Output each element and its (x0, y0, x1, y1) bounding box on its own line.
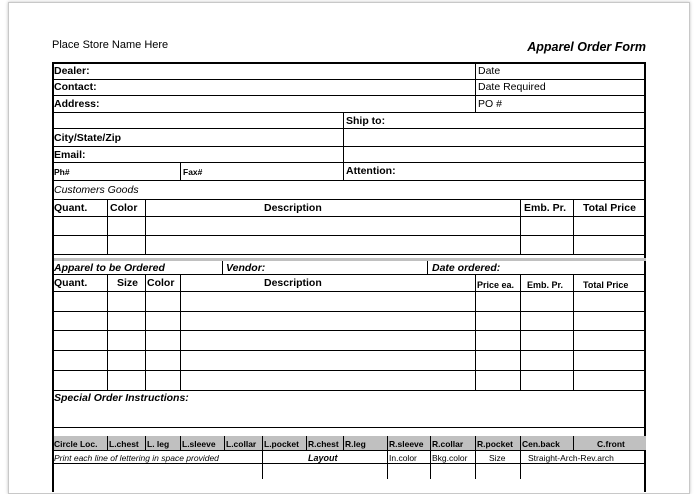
loc-r-sleeve: R.sleeve (389, 439, 424, 449)
print-note: Print each line of lettering in space provided (54, 453, 219, 463)
size-label: Size (489, 453, 506, 463)
row-line (52, 254, 646, 255)
email-label: Email: (54, 149, 86, 161)
loc-circle: Circle Loc. (54, 439, 98, 449)
arch-label: Straight-Arch-Rev.arch (528, 453, 614, 463)
col-line (475, 274, 476, 390)
loc-r-leg: R.leg (345, 439, 366, 449)
special-instructions-label: Special Order Instructions: (54, 392, 189, 404)
loc-l-chest: L.chest (109, 439, 139, 449)
col-line (343, 112, 344, 180)
loc-r-pocket: R.pocket (477, 439, 513, 449)
row-line (52, 311, 646, 312)
col-line (430, 436, 431, 479)
col-line (145, 199, 146, 254)
row-line (52, 427, 646, 428)
cg-col-description: Description (264, 202, 322, 214)
row-line (52, 330, 646, 331)
loc-r-chest: R.chest (308, 439, 339, 449)
loc-cen-back: Cen.back (522, 439, 560, 449)
row-line (52, 291, 646, 292)
row-line (52, 180, 646, 181)
customers-goods-title: Customers Goods (54, 184, 139, 196)
col-line (107, 436, 108, 450)
in-color-label: In.color (389, 453, 417, 463)
cg-col-emb-price: Emb. Pr. (524, 202, 567, 214)
col-line (222, 261, 223, 274)
col-line (224, 436, 225, 450)
loc-l-sleeve: L.sleeve (182, 439, 216, 449)
ap-col-quant: Quant. (54, 277, 88, 289)
loc-c-front: C.front (597, 439, 625, 449)
cg-col-quant: Quant. (54, 202, 88, 214)
ap-col-price-each: Price ea. (477, 280, 515, 290)
col-line (180, 274, 181, 390)
layout-label: Layout (308, 453, 338, 463)
col-line (573, 199, 574, 254)
bkg-color-label: Bkg.color (432, 453, 468, 463)
ap-col-color: Color (147, 277, 175, 289)
row-line (52, 162, 646, 163)
row-line (52, 450, 646, 451)
cg-col-color: Color (110, 202, 138, 214)
ap-col-total-price: Total Price (583, 280, 629, 290)
date-label: Date (478, 65, 501, 77)
attention-label: Attention: (346, 165, 396, 177)
col-line (262, 436, 263, 479)
col-line (520, 274, 521, 390)
col-line (427, 261, 428, 274)
date-ordered-label: Date ordered: (432, 262, 501, 274)
col-line (107, 274, 108, 390)
col-line (520, 199, 521, 254)
ship-to-label: Ship to: (346, 115, 386, 127)
apparel-title: Apparel to be Ordered (54, 262, 165, 274)
col-line (145, 436, 146, 450)
ap-col-description: Description (264, 277, 322, 289)
ap-col-emb-price: Emb. Pr. (527, 280, 564, 290)
row-line (52, 95, 646, 96)
col-line (475, 62, 476, 112)
row-line (52, 128, 646, 129)
col-line (343, 436, 344, 450)
loc-r-collar: R.collar (432, 439, 464, 449)
phone-label: Ph# (54, 167, 70, 177)
city-label: City/State/Zip (54, 132, 122, 144)
col-line (145, 274, 146, 390)
row-line (52, 370, 646, 371)
row-line (52, 350, 646, 351)
address-label: Address: (54, 98, 100, 110)
col-line (180, 162, 181, 180)
fax-label: Fax# (183, 167, 203, 177)
col-line (107, 199, 108, 254)
col-line (475, 436, 476, 479)
row-line (52, 146, 646, 147)
row-line (52, 199, 646, 200)
row-line (52, 235, 646, 236)
ap-col-size: Size (117, 277, 139, 289)
loc-l-collar: L.collar (226, 439, 257, 449)
row-line (52, 216, 646, 217)
col-line (573, 274, 574, 390)
cg-col-total-price: Total Price (583, 202, 636, 214)
col-line (387, 436, 388, 479)
vendor-label: Vendor: (226, 262, 266, 274)
row-line (52, 79, 646, 80)
date-required-label: Date Required (478, 81, 546, 93)
loc-l-pocket: L.pocket (264, 439, 299, 449)
dealer-label: Dealer: (54, 65, 90, 77)
col-line (306, 436, 307, 450)
po-label: PO # (478, 98, 502, 110)
row-line (52, 112, 646, 113)
form-title: Apparel Order Form (527, 40, 646, 54)
contact-label: Contact: (54, 81, 97, 93)
col-line (180, 436, 181, 450)
col-line (573, 436, 574, 450)
store-name: Place Store Name Here (52, 39, 169, 51)
col-line (520, 436, 521, 479)
loc-l-leg: L. leg (147, 439, 170, 449)
row-line (52, 274, 646, 275)
section-divider (54, 258, 646, 261)
row-line (52, 390, 646, 391)
